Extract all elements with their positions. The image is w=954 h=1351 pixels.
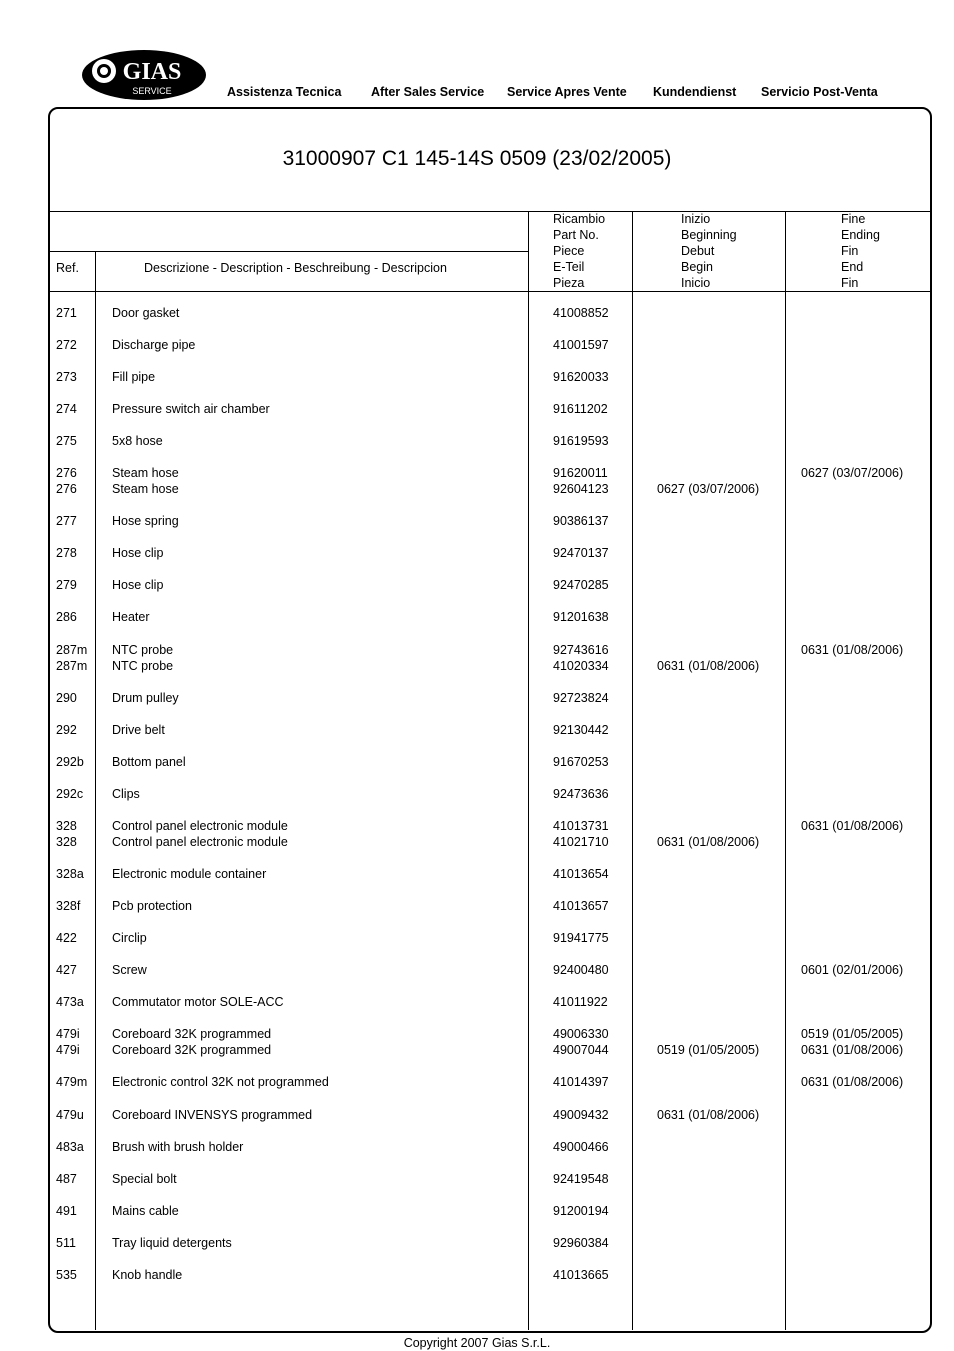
row-ref: 479i bbox=[56, 1043, 80, 1057]
header-label-de: Kundendienst bbox=[653, 85, 737, 99]
row-ref: 511 bbox=[56, 1236, 76, 1250]
row-description: Steam hose bbox=[112, 466, 179, 480]
row-begin: 0627 (03/07/2006) bbox=[657, 482, 760, 496]
row-part-number: 41008852 bbox=[553, 306, 609, 320]
row-ref: 491 bbox=[56, 1204, 77, 1218]
row-description: NTC probe bbox=[112, 659, 174, 673]
row-part-number: 49009432 bbox=[553, 1108, 609, 1122]
row-part-number: 92419548 bbox=[553, 1172, 609, 1186]
row-end: 0631 (01/08/2006) bbox=[801, 1075, 904, 1089]
row-description: Heater bbox=[112, 610, 150, 624]
row-ref: 277 bbox=[56, 514, 77, 528]
row-description: Pcb protection bbox=[112, 899, 192, 913]
row-part-number: 90386137 bbox=[553, 514, 609, 528]
row-ref: 278 bbox=[56, 546, 77, 560]
row-ref: 479m bbox=[56, 1075, 88, 1089]
row-part-number: 91611202 bbox=[553, 402, 608, 416]
description-column-header: Descrizione - Description - Beschreibung - Descripcion bbox=[144, 261, 447, 275]
row-description: Knob handle bbox=[112, 1268, 183, 1282]
row-ref: 292 bbox=[56, 723, 77, 737]
begin-column-header: Inizio Beginning Debut Begin Inicio bbox=[681, 212, 737, 290]
begin-column-divider bbox=[632, 211, 633, 1330]
row-description: Coreboard 32K programmed bbox=[112, 1043, 272, 1057]
row-ref: 479u bbox=[56, 1108, 84, 1122]
header-label-en: After Sales Service bbox=[371, 85, 485, 99]
row-ref: 479i bbox=[56, 1027, 80, 1041]
gias-service-logo bbox=[82, 49, 207, 101]
row-end: 0631 (01/08/2006) bbox=[801, 819, 904, 833]
row-ref: 487 bbox=[56, 1172, 77, 1186]
row-description: Hose spring bbox=[112, 514, 179, 528]
row-ref: 271 bbox=[56, 306, 77, 320]
row-part-number: 92400480 bbox=[553, 963, 609, 977]
header-bottom-rule bbox=[49, 291, 930, 292]
svg-text:GIAS: GIAS bbox=[122, 59, 182, 85]
row-description: Commutator motor SOLE-ACC bbox=[112, 995, 284, 1009]
row-ref: 279 bbox=[56, 578, 77, 592]
row-end: 0631 (01/08/2006) bbox=[801, 1043, 904, 1057]
row-ref: 286 bbox=[56, 610, 77, 624]
row-ref: 272 bbox=[56, 338, 77, 352]
row-part-number: 91941775 bbox=[553, 931, 609, 945]
row-description: Control panel electronic module bbox=[112, 835, 288, 849]
row-part-number: 41013654 bbox=[553, 867, 609, 881]
row-description: Mains cable bbox=[112, 1204, 179, 1218]
row-part-number: 41014397 bbox=[553, 1075, 609, 1089]
row-description: Special bolt bbox=[112, 1172, 177, 1186]
row-ref: 287m bbox=[56, 659, 88, 673]
row-ref: 422 bbox=[56, 931, 77, 945]
row-part-number: 49006330 bbox=[553, 1027, 609, 1041]
row-description: Coreboard 32K programmed bbox=[112, 1027, 272, 1041]
row-part-number: 41001597 bbox=[553, 338, 609, 352]
header-mid-rule bbox=[49, 251, 529, 252]
row-ref: 427 bbox=[56, 963, 77, 977]
row-description: Electronic control 32K not programmed bbox=[112, 1075, 329, 1089]
row-part-number: 41020334 bbox=[553, 659, 609, 673]
row-part-number: 41013657 bbox=[553, 899, 609, 913]
row-ref: 292b bbox=[56, 755, 84, 769]
row-ref: 328f bbox=[56, 899, 81, 913]
row-part-number: 92723824 bbox=[553, 691, 609, 705]
end-column-header: Fine Ending Fin End Fin bbox=[841, 212, 880, 290]
row-description: Bottom panel bbox=[112, 755, 186, 769]
header-label-fr: Service Apres Vente bbox=[507, 85, 627, 99]
header-label-es: Servicio Post-Venta bbox=[761, 85, 878, 99]
row-ref: 328 bbox=[56, 835, 77, 849]
svg-text:SERVICE: SERVICE bbox=[132, 86, 172, 96]
row-begin: 0519 (01/05/2005) bbox=[657, 1043, 760, 1057]
row-description: Clips bbox=[112, 787, 140, 801]
document-title: 31000907 C1 145-14S 0509 (23/02/2005) bbox=[282, 147, 672, 170]
row-description: Fill pipe bbox=[112, 370, 156, 384]
row-part-number: 41013665 bbox=[553, 1268, 609, 1282]
row-part-number: 41021710 bbox=[553, 835, 609, 849]
row-end: 0601 (02/01/2006) bbox=[801, 963, 904, 977]
row-ref: 275 bbox=[56, 434, 77, 448]
row-description: Drive belt bbox=[112, 723, 165, 737]
row-part-number: 41013731 bbox=[553, 819, 609, 833]
row-description: Pressure switch air chamber bbox=[112, 402, 270, 416]
row-part-number: 91670253 bbox=[553, 755, 609, 769]
row-end: 0631 (01/08/2006) bbox=[801, 643, 904, 657]
header-label-it: Assistenza Tecnica bbox=[227, 85, 342, 99]
row-part-number: 92743616 bbox=[553, 643, 609, 657]
part-column-header: Ricambio Part No. Piece E-Teil Pieza bbox=[553, 212, 606, 290]
row-ref: 287m bbox=[56, 643, 88, 657]
part-column-divider bbox=[528, 211, 529, 1330]
row-end: 0627 (03/07/2006) bbox=[801, 466, 904, 480]
row-description: Coreboard INVENSYS programmed bbox=[112, 1108, 313, 1122]
row-description: Control panel electronic module bbox=[112, 819, 288, 833]
row-ref: 328a bbox=[56, 867, 84, 881]
row-ref: 292c bbox=[56, 787, 84, 801]
row-description: Discharge pipe bbox=[112, 338, 196, 352]
row-description: Steam hose bbox=[112, 482, 179, 496]
row-description: Circlip bbox=[112, 931, 147, 945]
row-part-number: 92470285 bbox=[553, 578, 609, 592]
row-part-number: 91200194 bbox=[553, 1204, 609, 1218]
row-begin: 0631 (01/08/2006) bbox=[657, 659, 760, 673]
row-part-number: 92130442 bbox=[553, 723, 609, 737]
row-description: Brush with brush holder bbox=[112, 1140, 244, 1154]
ref-column-header: Ref. bbox=[56, 261, 79, 275]
row-description: Door gasket bbox=[112, 306, 180, 320]
row-description: Hose clip bbox=[112, 578, 164, 592]
ref-column-divider bbox=[95, 251, 96, 1330]
row-ref: 276 bbox=[56, 466, 77, 480]
row-part-number: 92960384 bbox=[553, 1236, 609, 1250]
row-end: 0519 (01/05/2005) bbox=[801, 1027, 904, 1041]
row-begin: 0631 (01/08/2006) bbox=[657, 835, 760, 849]
row-part-number: 92470137 bbox=[553, 546, 609, 560]
row-ref: 290 bbox=[56, 691, 77, 705]
row-ref: 273 bbox=[56, 370, 77, 384]
row-begin: 0631 (01/08/2006) bbox=[657, 1108, 760, 1122]
row-description: 5x8 hose bbox=[112, 434, 163, 448]
row-ref: 276 bbox=[56, 482, 77, 496]
end-column-divider bbox=[785, 211, 786, 1330]
row-ref: 483a bbox=[56, 1140, 84, 1154]
row-part-number: 41011922 bbox=[553, 995, 608, 1009]
row-description: Tray liquid detergents bbox=[112, 1236, 232, 1250]
copyright-notice: Copyright 2007 Gias S.r.L. bbox=[403, 1336, 551, 1350]
row-ref: 535 bbox=[56, 1268, 77, 1282]
row-description: Drum pulley bbox=[112, 691, 179, 705]
row-description: NTC probe bbox=[112, 643, 174, 657]
row-part-number: 91620011 bbox=[553, 466, 608, 480]
row-part-number: 91619593 bbox=[553, 434, 609, 448]
row-part-number: 49007044 bbox=[553, 1043, 609, 1057]
row-part-number: 49000466 bbox=[553, 1140, 609, 1154]
row-description: Electronic module container bbox=[112, 867, 267, 881]
row-part-number: 92473636 bbox=[553, 787, 609, 801]
row-ref: 473a bbox=[56, 995, 84, 1009]
row-description: Screw bbox=[112, 963, 147, 977]
table-top-rule bbox=[49, 211, 930, 212]
row-part-number: 91201638 bbox=[553, 610, 609, 624]
row-ref: 274 bbox=[56, 402, 77, 416]
row-part-number: 91620033 bbox=[553, 370, 609, 384]
row-description: Hose clip bbox=[112, 546, 164, 560]
row-part-number: 92604123 bbox=[553, 482, 609, 496]
row-ref: 328 bbox=[56, 819, 77, 833]
